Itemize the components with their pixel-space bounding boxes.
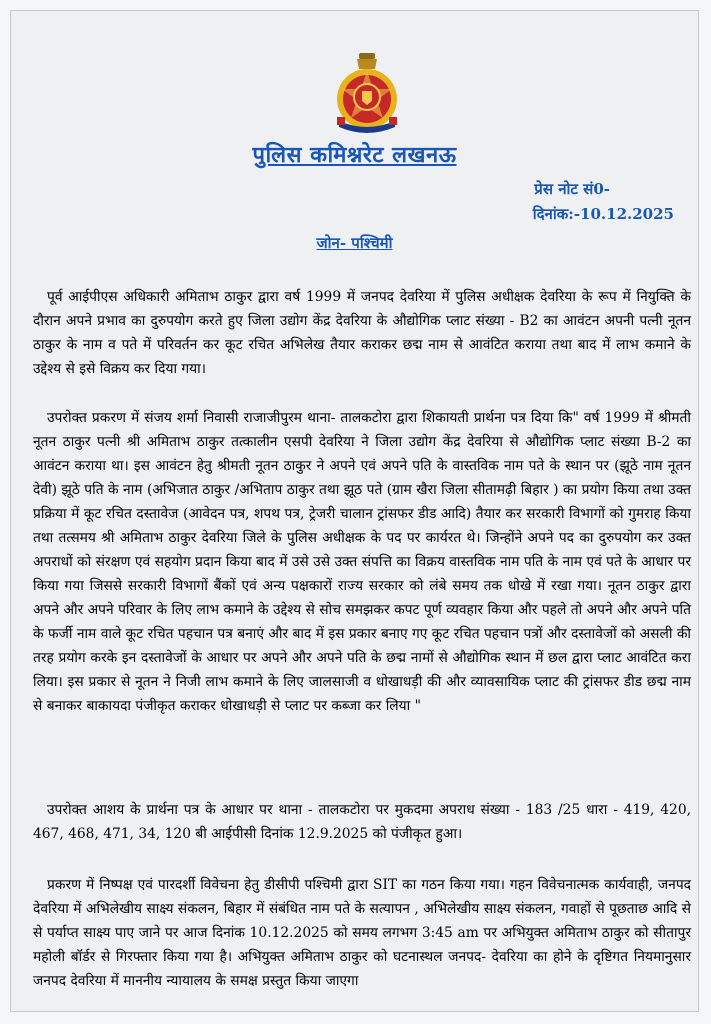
press-note-number: प्रेस नोट सं0-: [534, 180, 610, 198]
paragraph-fir: उपरोक्त आशय के प्रार्थना पत्र के आधार पर थाना - तालकटोरा पर मुकदमा अपराध संख्या - 183 /25 धारा - 419, 420, 467, 468, 471, 34, 120 बी आईपीसी दिनांक 12.9.2025 को पंजीकृत हुआ।: [33, 801, 691, 842]
paragraph-summary: पूर्व आईपीएस अधिकारी अमिताभ ठाकुर द्वारा वर्ष 1999 में जनपद देवरिया में पुलिस अधीक्षक देवरिया के रूप में नियुक्ति के दौरान अपने प्रभाव का दुरुपयोग करते हुए जिला उद्योग केंद्र देवरिया के औद्योगिक प्लाट संख्या - B2 का आवंटन अपनी पत्नी नूतन ठाकुर के नाम व पते में परिवर्तन कर कूट रचित अभिलेख तैयार कराकर छद्म नाम से आवंटित कराया तथा बाद में लाभ कमाने के उद्देश्य से इसे विक्रय कर दिया गया।: [33, 288, 691, 377]
organization-title: पुलिस कमिश्नरेट लखनऊ: [252, 142, 457, 168]
paragraph-complaint: उपरोक्त प्रकरण में संजय शर्मा निवासी राजाजीपुरम थाना- तालकटोरा द्वारा शिकायती प्रार्थना पत्र दिया कि" वर्ष 1999 में श्रीमती नूतन ठाकुर पत्नी श्री अमिताभ ठाकुर तत्कालीन एसपी देवरिया ने जिला उद्योग केंद्र देवरिया से औद्योगिक प्लाट संख्या B-2 का आवंटन कराया था। इस आवंटन हेतु श्रीमती नूतन ठाकुर ने अपने एवं अपने पति के वास्तविक नाम पते के स्थान पर (झूठे नाम नूतन देवी) झूठे पति के नाम (अभिजात ठाकुर /अभिताप ठाकुर तथा झूठ पते (ग्राम खैरा जिला सीतामढ़ी बिहार ) का प्रयोग किया तथा उक्त प्रक्रिया में कूट रचित दस्तावेज (आवेदन पत्र, शपथ पत्र, ट्रेजरी चालान ट्रांसफर डीड आदि) तैयार कर सरकारी विभागों को गुमराह किया तथा तत्समय श्री अमिताभ ठाकुर देवरिया जिले के पुलिस अधीक्षक के पद पर कार्यरत थे। जिन्होंने अपने पद का दुरुपयोग कर उक्त अपराधों को संरक्षण एवं सहयोग प्रदान किया बाद में उसे उसे उक्त संपत्ति का विक्रय वास्तविक नाम पति के नाम एवं पते के आधार पर किया गया जिससे सरकारी विभागों बैंकों एवं अन्य पक्षकारों राज्य सरकार को लंबे समय तक धोखे में रखा गया। नूतन ठाकुर द्वारा अपने और अपने परिवार के लिए लाभ कमाने के उद्देश्य से सोच समझकर कपट पूर्ण व्यवहार किया और पहले तो अपने और अपने पति के फर्जी नाम वाले कूट रचित पहचान पत्र बनाएं और बाद में इस प्रकार बनाए गए कूट रचित पहचान पत्रों और दस्तावेजों को असली की तरह प्रयोग करके इन दस्तावेजों के आधार पर अपने और अपने पति के छद्म नामों से औद्योगिक स्थान में छल द्वारा प्लाट आवंटित करा लिया। इस प्रकार से नूतन ने निजी लाभ कमाने के लिए जालसाजी व धोखाधड़ी की और व्यावसायिक प्लाट की ट्रांसफर डीड छद्म नाम से बनाकर बाकायदा पंजीकृत कराकर धोखाधड़ी से प्लाट पर कब्जा कर लिया ": [33, 409, 691, 714]
press-note-date: दिनांक:-10.12.2025: [532, 205, 674, 223]
press-note-page: [10, 10, 699, 1012]
up-police-emblem-icon: [329, 51, 405, 135]
zone-heading: जोन- पश्चिमी: [316, 234, 393, 252]
paragraph-arrest: प्रकरण में निष्पक्ष एवं पारदर्शी विवेचना हेतु डीसीपी पश्चिमी द्वारा SIT का गठन किया गया। गहन विवेचनात्मक कार्यवाही, जनपद देवरिया में अभिलेखीय साक्ष्य संकलन, बिहार में संबंधित नाम पते के सत्यापन , अभिलेखीय साक्ष्य संकलन, गवाहों से पूछताछ आदि से से पर्याप्त साक्ष्य पाए जाने पर आज दिनांक 10.12.2025 को समय लगभग 3:45 am पर अभियुक्त अमिताभ ठाकुर को सीतापुर महोली बॉर्डर से गिरफ्तार किया गया है। अभियुक्त अमिताभ ठाकुर को घटनास्थल जनपद- देवरिया का होने के दृष्टिगत नियमानुसार जनपद देवरिया में माननीय न्यायालय के समक्ष प्रस्तुत किया जाएगा: [33, 876, 691, 989]
